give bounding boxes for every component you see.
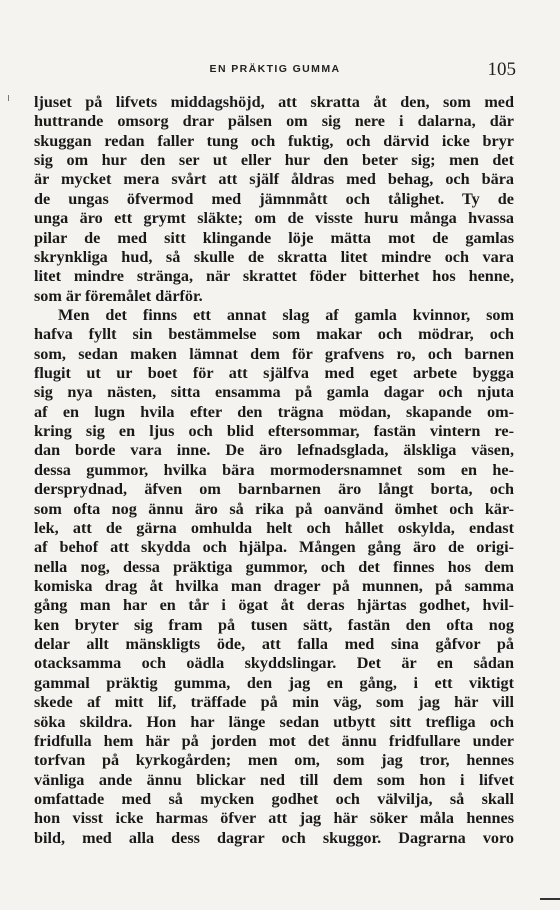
text-line: bild, med alla dess dagrar och skuggor. Dagrarna voro (34, 828, 514, 847)
text-line: som ofta nog ännu äro så rika på oanvänd ömhet och kär- (34, 499, 514, 518)
text-line: ken bryter sig fram på tusen sätt, fastän den ofta nog (34, 615, 514, 634)
text-line: hon visst icke harmas öfver att jag här söker måla hennes (34, 809, 514, 828)
text-line: huttrande omsorg drar pälsen om sig nere i dalarna, där (34, 112, 514, 131)
text-line: dersprydnad, äfven om barnbarnen äro långt borta, och (34, 480, 514, 499)
text-line: sig nya nästen, sitta ensamma på gamla dagar och njuta (34, 383, 514, 402)
text-line: delar allt mänskligts öde, att falla med sina gåfvor på (34, 635, 514, 654)
text-line: af en lugn hvila efter den trägna mödan, skapande om- (34, 402, 514, 421)
text-line: sig om hur den ser ut eller hur den beter sig; men det (34, 151, 514, 170)
text-line: de ungas öfvermod med jämnmått och tålighet. Ty de (34, 189, 514, 208)
text-line: flugit ut ur boet för att själfva med eget arbete bygga (34, 364, 514, 383)
body-text (34, 93, 514, 848)
text-line: skuggan redan faller tung och fuktig, och därvid icke bryr (34, 131, 514, 150)
text-line: pilar de med sitt klingande löje mätta mot de gamlas (34, 228, 514, 247)
text-line: är mycket mera svårt att själf åldras med behag, och bära (34, 170, 514, 189)
margin-mark (8, 95, 9, 101)
text-line: gammal präktig gumma, den jag en gång, i ett viktigt (34, 673, 514, 692)
page-edge-mark (540, 898, 560, 900)
text-line: skede af mitt lif, träffade på min väg, som jag här vill (34, 693, 514, 712)
page-number: 105 (487, 59, 516, 80)
text-line: lek, att de gärna omhulda helt och hållet oskylda, endast (34, 518, 514, 537)
text-line: otacksamma och oädla skyddslingar. Det är en sådan (34, 654, 514, 673)
paragraph-start-line: Men det finns ett annat slag af gamla kvinnor, som (58, 305, 514, 324)
text-line: litet mindre stränga, när skrattet föder bitterhet hos henne, (34, 267, 514, 286)
text-line: ljuset på lifvets middagshöjd, att skratta åt den, som med (34, 93, 514, 111)
running-title: EN PRÄKTIG GUMMA (209, 63, 341, 75)
text-line: dan borde vara inne. De äro lefnadsglada, älskliga väsen, (34, 441, 514, 460)
text-line: omfattade med så mycken godhet och välvilja, så skall (34, 789, 514, 808)
text-line: som, sedan maken lämnat dem för grafvens ro, och barnen (34, 344, 514, 363)
paragraph-end-line: som är föremålet därför. (34, 286, 203, 305)
text-line: nella nog, dessa präktiga gummor, och det finnes hos dem (34, 557, 514, 576)
text-line: dessa gummor, hvilka bära mormodersnamnet som en he- (34, 460, 514, 479)
text-line: kring sig en ljus och blid eftersommar, fastän vintern re- (34, 422, 514, 441)
text-line: vänliga ande ännu blickar ned till dem som hon i lifvet (34, 770, 514, 789)
text-line: af behof att skydda och hjälpa. Mången gång äro de origi- (34, 538, 514, 557)
text-line: gång man har en tår i ögat åt deras hjärtas godhet, hvil- (34, 596, 514, 615)
text-line: torfvan på kyrkogården; men om, som jag tror, hennes (34, 751, 514, 770)
text-line: fridfulla hem här på jorden mot det ännu fridfullare under (34, 731, 514, 750)
text-line: unga äro ett grymt släkte; om de visste huru många hvassa (34, 209, 514, 228)
text-line: skrynkliga hud, så skulle de skratta litet mindre och vara (34, 247, 514, 266)
text-line: söka skildra. Hon har länge sedan utbytt sitt trefliga och (34, 712, 514, 731)
running-head (34, 59, 516, 83)
text-line: hafva fyllt sin bestämmelse som makar och mödrar, och (34, 325, 514, 344)
text-line: komiska drag åt hvilka man drager på munnen, på samma (34, 576, 514, 595)
